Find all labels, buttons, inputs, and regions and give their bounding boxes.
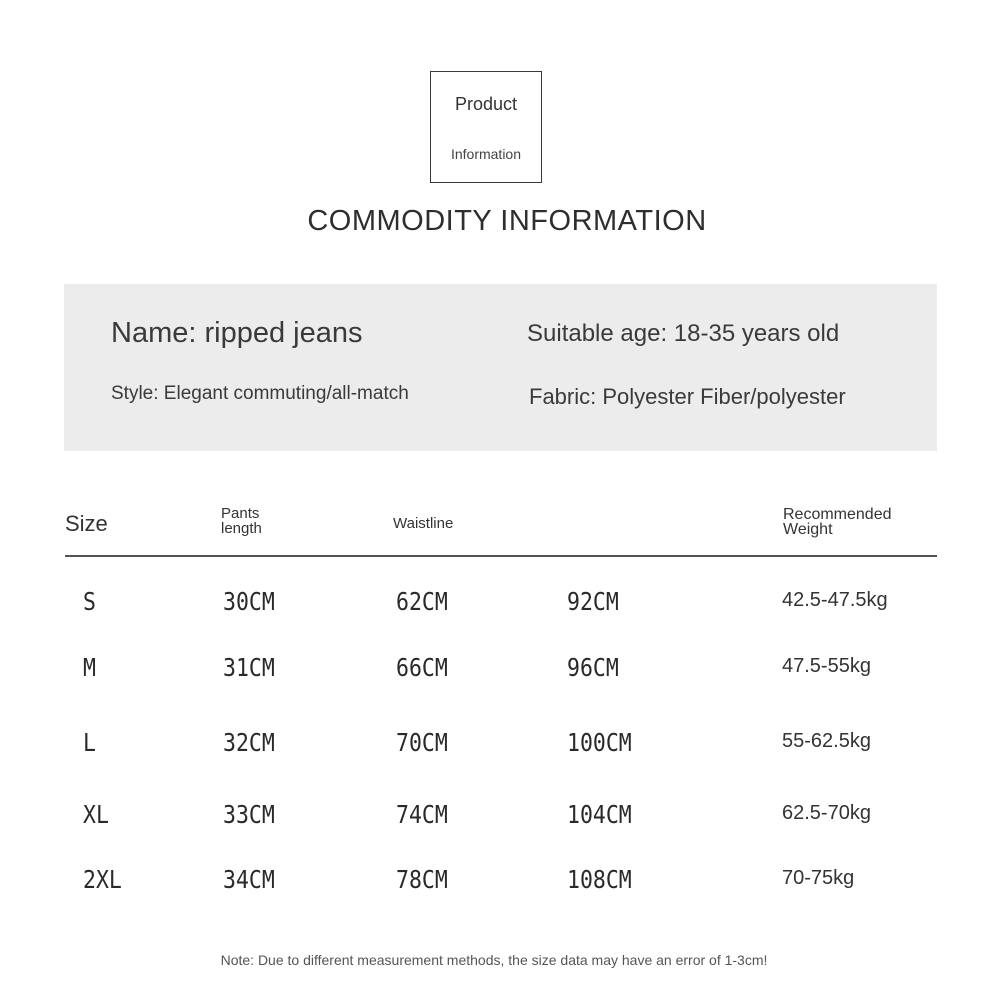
cell-waistline: 78CM [396, 865, 448, 894]
info-name: Name: ripped jeans [111, 317, 363, 349]
cell-size: 2XL [83, 865, 122, 894]
cell-hip: 104CM [567, 800, 632, 829]
cell-waistline: 74CM [396, 800, 448, 829]
cell-size: L [83, 728, 96, 757]
table-row [0, 653, 1000, 693]
header-weight-line2: Weight [783, 521, 833, 538]
header-pants-length [221, 506, 262, 536]
header-weight-line1: Recommended [783, 506, 892, 523]
cell-weight: 55-62.5kg [782, 730, 871, 752]
cell-weight: 47.5-55kg [782, 655, 871, 677]
product-information-box [430, 71, 542, 183]
measurement-note: Note: Due to different measurement methods, the size data may have an error of 1-3cm! [220, 952, 768, 968]
title-box-line1: Product [454, 94, 518, 114]
cell-waistline: 62CM [396, 587, 448, 616]
title-box-line2: Information [450, 146, 522, 162]
cell-pants-length: 33CM [223, 800, 275, 829]
cell-pants-length: 32CM [223, 728, 275, 757]
cell-pants-length: 34CM [223, 865, 275, 894]
header-pants-length-line1: Pants [221, 505, 260, 522]
cell-hip: 92CM [567, 587, 619, 616]
table-row [0, 865, 1000, 905]
cell-hip: 96CM [567, 653, 619, 682]
cell-pants-length: 30CM [223, 587, 275, 616]
info-age: Suitable age: 18-35 years old [527, 320, 840, 347]
header-divider [65, 555, 937, 557]
cell-size: S [83, 587, 96, 616]
header-waistline: Waistline [393, 515, 454, 532]
header-recommended-weight [783, 507, 892, 537]
cell-waistline: 66CM [396, 653, 448, 682]
info-fabric: Fabric: Polyester Fiber/polyester [529, 384, 846, 409]
cell-hip: 108CM [567, 865, 632, 894]
header-size: Size [65, 511, 108, 536]
cell-waistline: 70CM [396, 728, 448, 757]
commodity-info-panel [64, 284, 937, 451]
table-row [0, 728, 1000, 768]
cell-size: XL [83, 800, 109, 829]
cell-pants-length: 31CM [223, 653, 275, 682]
table-row [0, 587, 1000, 627]
cell-weight: 70-75kg [782, 867, 855, 889]
table-row [0, 800, 1000, 840]
header-pants-length-line2: length [221, 520, 262, 537]
cell-weight: 42.5-47.5kg [782, 589, 888, 611]
page-heading: COMMODITY INFORMATION [307, 205, 707, 237]
cell-hip: 100CM [567, 728, 632, 757]
cell-size: M [83, 653, 96, 682]
info-style: Style: Elegant commuting/all-match [111, 383, 409, 404]
cell-weight: 62.5-70kg [782, 802, 871, 824]
